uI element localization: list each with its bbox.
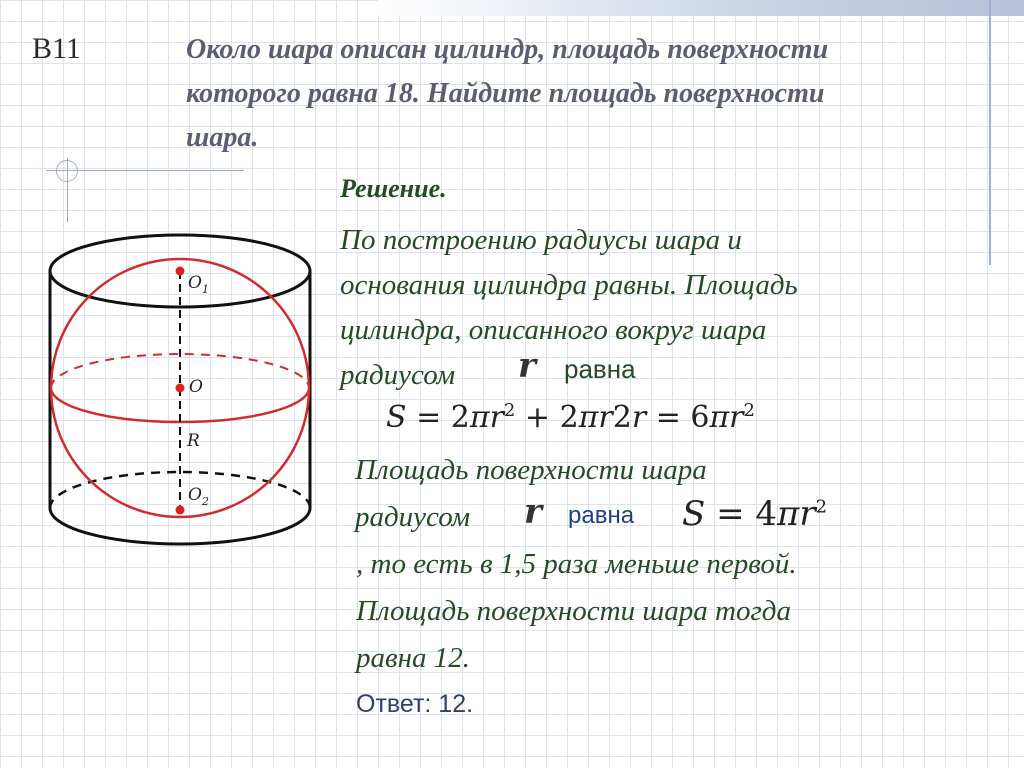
solution-line-8: Площадь поверхности шара тогда xyxy=(356,595,791,627)
label-r: R xyxy=(187,431,200,451)
label-o1: $O_1$ xyxy=(188,273,209,296)
solution-line-6a: радиусом xyxy=(355,501,471,533)
solution-line-4a: радиусом xyxy=(340,359,456,391)
formula-cylinder-area: $S = 2\pi r^2 + 2\pi r2r = 6\pi r^2$ xyxy=(386,400,755,435)
top-decor-bar xyxy=(378,0,1024,16)
right-decor-line xyxy=(989,0,991,265)
solution-heading: Решение. xyxy=(340,174,447,203)
solution-line-4b: равна xyxy=(564,354,636,384)
solution-line-1: По построению радиусы шара и xyxy=(340,224,742,256)
solution-line-9: равна 12. xyxy=(356,642,470,674)
formula-sphere-area: $S = 4\pi r^2$ xyxy=(682,494,828,534)
solution-line-2: основания цилиндра равны. Площадь xyxy=(340,269,798,301)
cylinder-sphere-figure xyxy=(44,228,324,558)
radius-var-1: r xyxy=(518,346,536,386)
point-o1 xyxy=(176,267,185,276)
label-o2-sub: 2 xyxy=(201,495,209,508)
label-o2: $O_2$ xyxy=(188,485,209,508)
label-o1-sub: 1 xyxy=(201,283,209,296)
cylinder-bottom-back xyxy=(50,472,310,508)
problem-label: В11 xyxy=(32,32,81,65)
problem-statement: Около шара описан цилиндр, площадь поверхности которого равна 18. Найдите площадь поверхности шара. xyxy=(186,34,829,153)
solution-line-3: цилиндра, описанного вокруг шара xyxy=(340,314,767,346)
answer-text: Ответ: 12. xyxy=(356,690,474,718)
label-o: O xyxy=(189,377,203,397)
solution-line-6b: равна xyxy=(568,502,635,529)
solution-line-5: Площадь поверхности шара xyxy=(355,454,707,486)
solution-line-7: , то есть в 1,5 раза меньше первой. xyxy=(356,548,797,580)
decor-circle xyxy=(56,160,78,182)
point-o2 xyxy=(176,506,185,515)
radius-var-2: r xyxy=(524,492,542,532)
point-o xyxy=(176,384,185,393)
